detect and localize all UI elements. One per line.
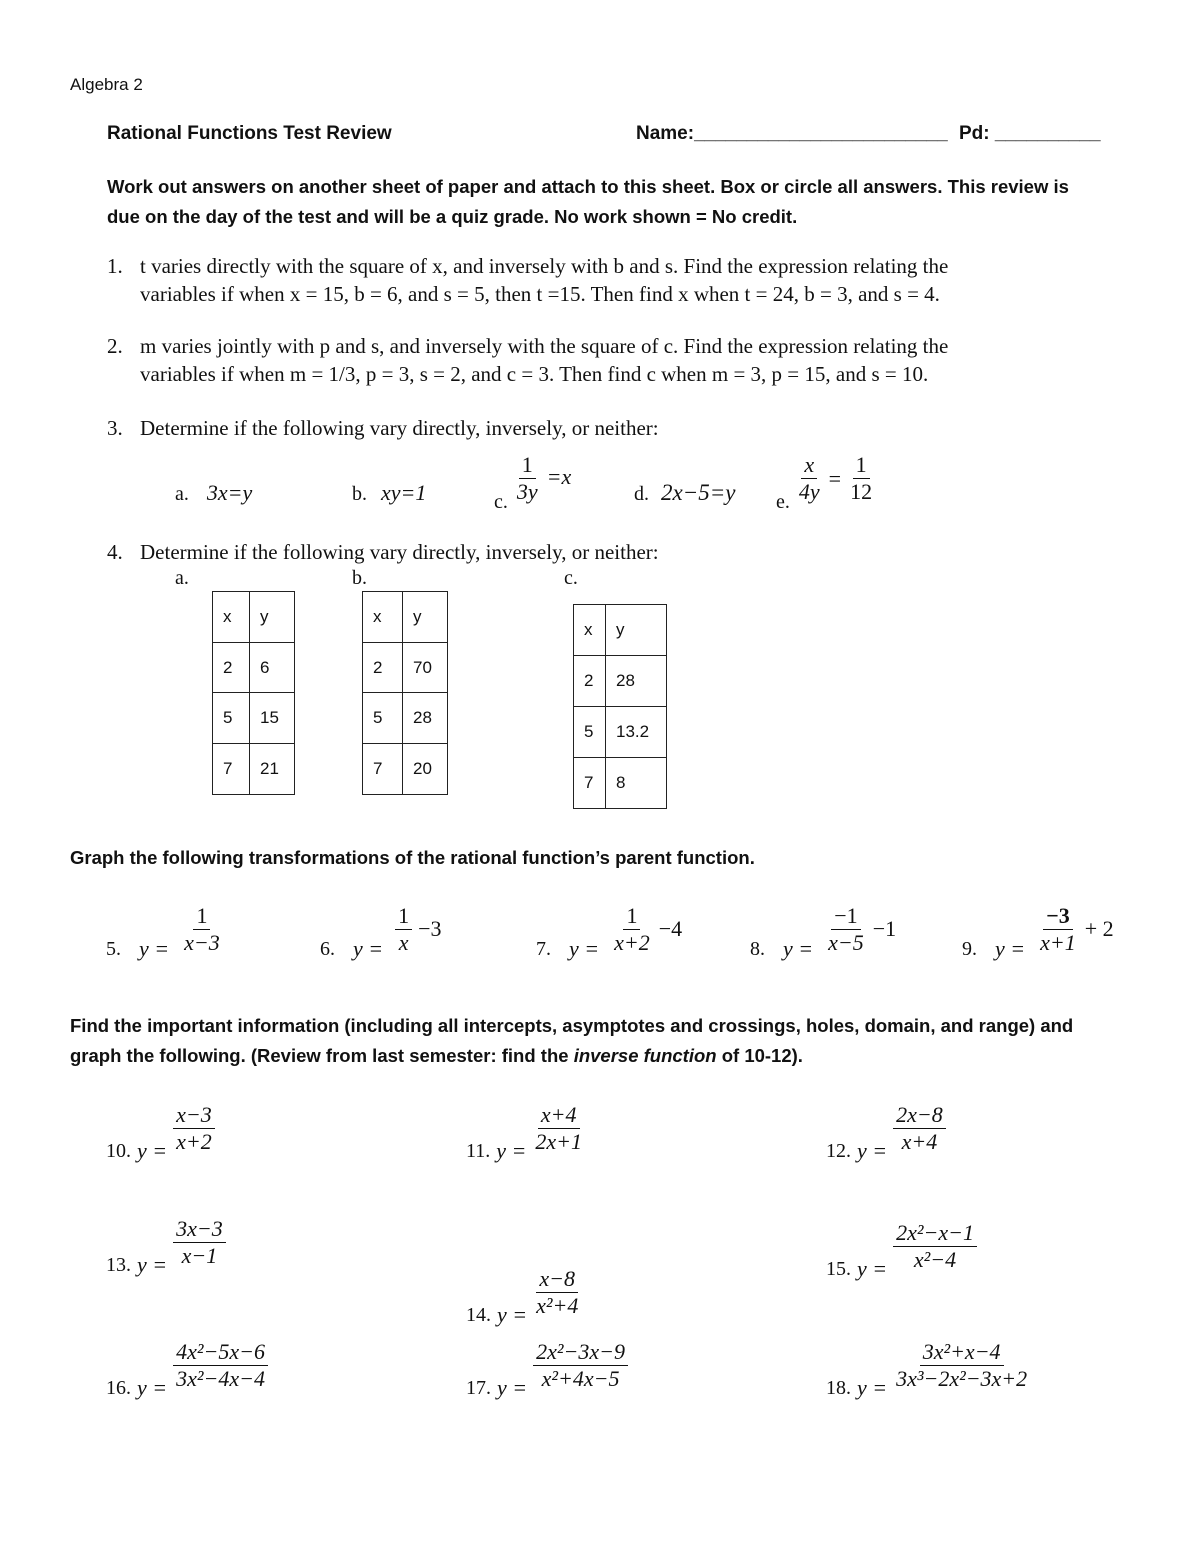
q4-text: Determine if the following vary directly, inversely, or neither: (140, 540, 659, 564)
table-row (363, 643, 448, 693)
name-label: Name: (636, 123, 695, 144)
problem-8-numerator: −1 (831, 903, 860, 930)
table-row (213, 592, 295, 643)
table-row (363, 744, 448, 795)
q3c-den: 3y (516, 479, 538, 504)
q2-number: 2. (107, 334, 123, 358)
table-cell: 70 (403, 643, 448, 693)
problem-9-number: 9. (962, 937, 977, 960)
problem-5-number: 5. (106, 937, 121, 960)
problem-17-number: 17. (466, 1376, 491, 1399)
problem-6-number: 6. (320, 937, 335, 960)
problem-7-denominator: x+2 (614, 929, 650, 955)
problem-16-number: 16. (106, 1376, 131, 1399)
problem-10 (106, 1092, 215, 1164)
q3d (634, 480, 735, 506)
q4c-table (573, 604, 667, 809)
problem-6-denominator: x (398, 929, 409, 955)
info-heading-line2c: of 10-12). (716, 1045, 803, 1066)
q4b-label: b. (352, 567, 367, 589)
problem-8-lhs: y = (783, 936, 814, 961)
problem-6 (320, 896, 442, 962)
problem-10-number: 10. (106, 1139, 131, 1162)
table-cell: y (250, 592, 295, 643)
problem-11-numerator: x+4 (538, 1102, 580, 1129)
info-section-heading (70, 1011, 1073, 1071)
q1-line1: t varies directly with the square of x, and inversely with b and s. Find the expression relating the (140, 254, 949, 278)
problem-9-tail: + 2 (1084, 916, 1114, 941)
problem-7-numerator: 1 (623, 903, 640, 930)
problem-11 (466, 1092, 585, 1164)
problem-14-numerator: x−8 (536, 1266, 578, 1293)
q3e-num1: x (801, 452, 817, 479)
problem-18 (826, 1329, 1030, 1401)
table-cell: 7 (363, 744, 403, 795)
table-cell: 5 (574, 707, 606, 758)
table-cell: 20 (403, 744, 448, 795)
problem-5 (106, 896, 223, 962)
problem-9-numerator: −3 (1043, 903, 1073, 930)
problem-13-numerator: 3x−3 (173, 1216, 226, 1243)
q3a-expr: 3x=y (206, 480, 253, 505)
pd-label: Pd: (958, 123, 990, 144)
problem-10-denominator: x+2 (176, 1128, 212, 1154)
table-row (213, 744, 295, 795)
problem-18-number: 18. (826, 1376, 851, 1399)
problem-15-lhs: y = (857, 1256, 888, 1281)
table-cell: 28 (403, 693, 448, 744)
problem-12-denominator: x+4 (901, 1128, 938, 1154)
table-cell: 2 (363, 643, 403, 693)
table-cell: 5 (363, 693, 403, 744)
problem-7-lhs: y = (569, 936, 600, 961)
q3e (776, 443, 875, 514)
table-cell: 6 (250, 643, 295, 693)
problem-12 (826, 1092, 946, 1164)
q3e-eq: = (828, 465, 842, 491)
question-1 (107, 252, 948, 308)
problem-18-denominator: 3x³−2x²−3x+2 (896, 1365, 1028, 1391)
q3e-label: e. (776, 491, 790, 513)
q4a-table (212, 591, 295, 795)
q3b-expr: xy=1 (381, 480, 427, 505)
q4c-label: c. (564, 567, 578, 589)
table-cell: 7 (213, 744, 250, 795)
table-cell: y (606, 605, 667, 656)
problem-17-lhs: y = (497, 1375, 528, 1400)
instructions-line2: due on the day of the test and will be a quiz grade. No work shown = No credit. (107, 206, 798, 227)
name-field[interactable] (636, 123, 1101, 145)
problem-16-denominator: 3x²−4x−4 (176, 1365, 265, 1391)
q1-line2: variables if when x = 15, b = 6, and s = 5, then t =15. Then find x when t = 24, b = 3, and s = 4. (140, 282, 940, 306)
q3a (175, 480, 252, 506)
table-cell: 13.2 (606, 707, 667, 758)
problem-15-number: 15. (826, 1257, 851, 1280)
problem-9-denominator: x+1 (1040, 929, 1076, 955)
problem-17-numerator: 2x²−3x−9 (533, 1339, 628, 1366)
q3c (494, 443, 571, 514)
problem-7-tail: −4 (658, 916, 683, 941)
problem-9 (962, 896, 1114, 962)
problem-14-denominator: x²+4 (536, 1292, 579, 1318)
problem-12-numerator: 2x−8 (893, 1102, 946, 1129)
problem-11-lhs: y = (496, 1138, 527, 1163)
q2-line2: variables if when m = 1/3, p = 3, s = 2, and c = 3. Then find c when m = 3, p = 15, and s = 10. (140, 362, 929, 386)
instructions-line1: Work out answers on another sheet of paper and attach to this sheet. Box or circle all answers. This review is (107, 176, 1069, 197)
graph-section-heading: Graph the following transformations of the rational function’s parent function. (70, 847, 755, 868)
table-row (574, 758, 667, 809)
info-heading-line2a: graph the following. (Review from last semester: find the (70, 1045, 574, 1066)
problem-17 (466, 1329, 628, 1401)
q3b-label: b. (352, 483, 367, 505)
problem-16-numerator: 4x²−5x−6 (173, 1339, 268, 1366)
q1-number: 1. (107, 254, 123, 278)
question-4 (107, 538, 659, 566)
q3e-den2: 12 (850, 479, 873, 504)
problem-18-lhs: y = (857, 1375, 888, 1400)
table-cell: 8 (606, 758, 667, 809)
problem-15 (826, 1210, 977, 1282)
problem-10-lhs: y = (137, 1138, 168, 1163)
problem-14 (466, 1256, 581, 1328)
problem-5-denominator: x−3 (184, 929, 220, 955)
problem-11-denominator: 2x+1 (535, 1128, 583, 1154)
problem-14-number: 14. (466, 1303, 491, 1326)
problem-13-denominator: x−1 (181, 1242, 218, 1268)
table-cell: x (363, 592, 403, 643)
table-row (363, 592, 448, 643)
pd-blank[interactable]: __________ (994, 123, 1101, 144)
q3e-num2: 1 (853, 452, 870, 479)
info-heading-line1: Find the important information (including all intercepts, asymptotes and crossings, holes, domain, and range) and (70, 1015, 1074, 1036)
problem-13-number: 13. (106, 1253, 131, 1276)
table-row (213, 693, 295, 744)
q3d-label: d. (634, 483, 649, 505)
table-row (213, 643, 295, 693)
problem-15-denominator: x²−4 (913, 1246, 957, 1272)
problem-13-lhs: y = (137, 1252, 168, 1277)
q3c-rhs: =x (546, 463, 572, 489)
problem-13 (106, 1206, 226, 1278)
q4a-label: a. (175, 567, 189, 589)
question-2 (107, 332, 948, 388)
course-label: Algebra 2 (70, 75, 143, 94)
problem-8 (750, 896, 896, 962)
problem-12-lhs: y = (857, 1138, 888, 1163)
table-cell: 21 (250, 744, 295, 795)
table-cell: y (403, 592, 448, 643)
table-row (363, 693, 448, 744)
problem-16-lhs: y = (137, 1375, 168, 1400)
problem-10-numerator: x−3 (173, 1102, 215, 1129)
table-cell: x (213, 592, 250, 643)
page-title: Rational Functions Test Review (107, 123, 392, 144)
table-cell: 15 (250, 693, 295, 744)
q3e-den1: 4y (798, 479, 820, 504)
table-cell: 28 (606, 656, 667, 707)
problem-11-number: 11. (466, 1139, 491, 1162)
name-blank[interactable]: ________________________ (694, 123, 948, 144)
problem-12-number: 12. (826, 1139, 851, 1162)
table-cell: 2 (574, 656, 606, 707)
problem-8-number: 8. (750, 937, 765, 960)
problem-6-numerator: 1 (395, 903, 412, 930)
instructions (107, 172, 1069, 232)
table-row (574, 707, 667, 758)
q4-number: 4. (107, 540, 123, 564)
table-cell: 7 (574, 758, 606, 809)
info-heading-line2b: inverse function (573, 1045, 717, 1066)
q3d-expr: 2x−5=y (661, 480, 736, 505)
problem-6-tail: −3 (418, 916, 442, 941)
table-cell: 2 (213, 643, 250, 693)
problem-7 (536, 896, 682, 962)
table-row (574, 656, 667, 707)
q3c-label: c. (494, 491, 508, 513)
table-cell: x (574, 605, 606, 656)
problem-8-tail: −1 (872, 916, 897, 941)
question-3 (107, 414, 659, 442)
q3a-label: a. (175, 483, 189, 505)
problem-14-lhs: y = (497, 1302, 528, 1327)
problem-6-lhs: y = (353, 936, 384, 961)
q3b (352, 480, 426, 506)
table-cell: 5 (213, 693, 250, 744)
problem-16 (106, 1329, 268, 1401)
problem-17-denominator: x²+4x−5 (541, 1365, 620, 1391)
q4b-table (362, 591, 448, 795)
problem-8-denominator: x−5 (828, 929, 864, 955)
problem-15-numerator: 2x²−x−1 (893, 1220, 977, 1247)
table-row (574, 605, 667, 656)
q3-text: Determine if the following vary directly, inversely, or neither: (140, 416, 659, 440)
q2-line1: m varies jointly with p and s, and inversely with the square of c. Find the expression relating the (140, 334, 949, 358)
problem-5-numerator: 1 (193, 903, 210, 930)
q3-number: 3. (107, 416, 123, 440)
problem-5-lhs: y = (139, 936, 170, 961)
problem-7-number: 7. (536, 937, 551, 960)
problem-9-lhs: y = (995, 936, 1026, 961)
problem-18-numerator: 3x²+x−4 (920, 1339, 1004, 1366)
q3c-num: 1 (519, 452, 536, 479)
